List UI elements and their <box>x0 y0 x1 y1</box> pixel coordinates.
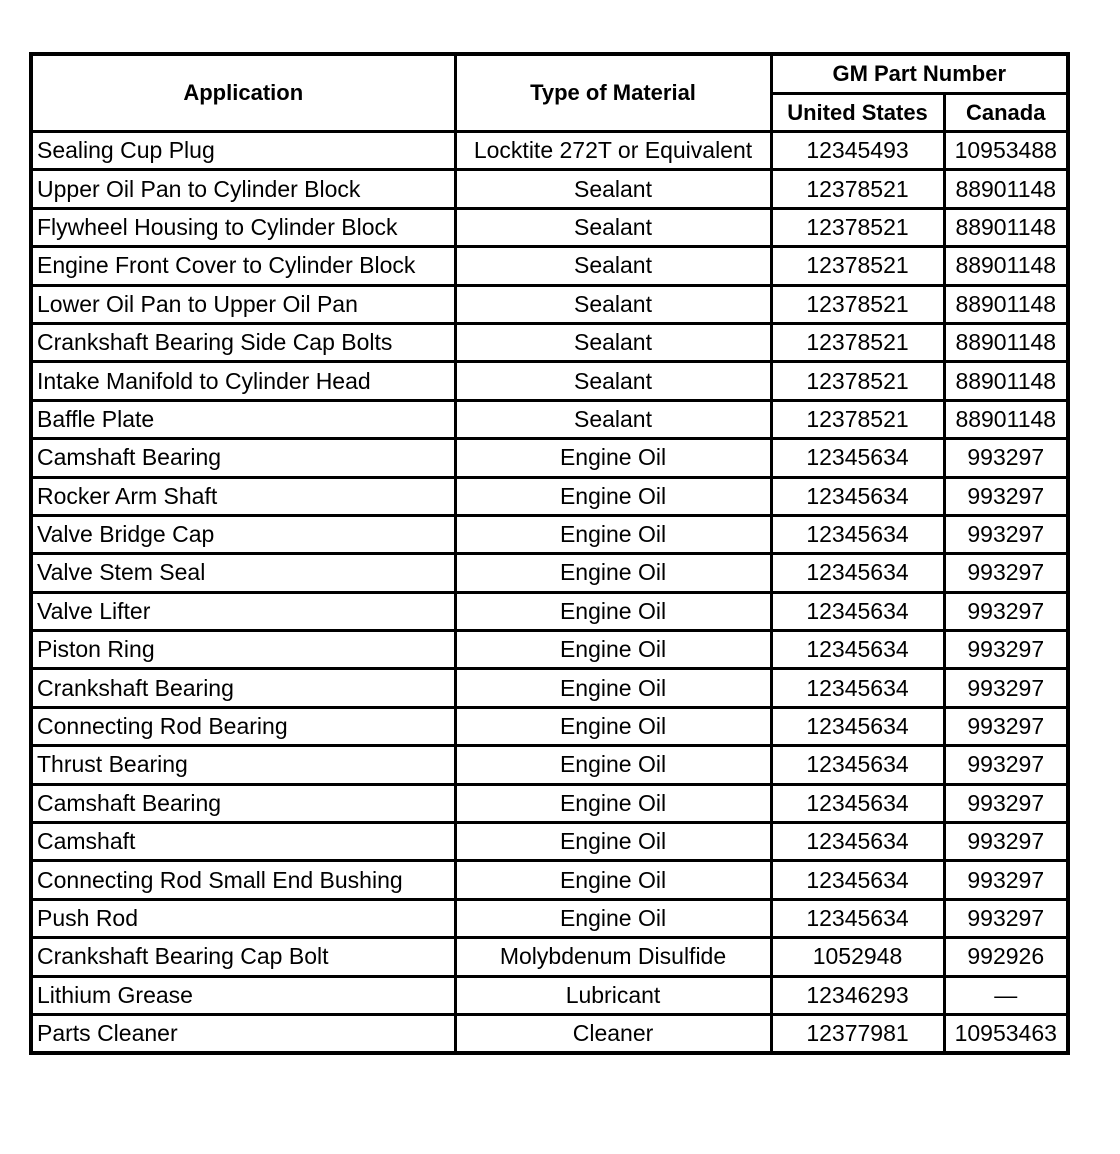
canada-part-number-cell: 992926 <box>944 938 1068 976</box>
canada-part-number-cell: 993297 <box>944 899 1068 937</box>
material-cell: Sealant <box>455 208 771 246</box>
material-cell: Lubricant <box>455 976 771 1014</box>
table-row <box>31 554 1068 592</box>
table-row <box>31 439 1068 477</box>
us-part-number-cell: 12345634 <box>771 746 944 784</box>
canada-part-number-cell: 10953488 <box>944 132 1068 170</box>
material-cell: Sealant <box>455 247 771 285</box>
application-cell: Camshaft Bearing <box>31 784 455 822</box>
us-part-number-cell: 12345634 <box>771 439 944 477</box>
material-cell: Engine Oil <box>455 707 771 745</box>
us-part-number-cell: 12345634 <box>771 554 944 592</box>
us-part-number-cell: 12378521 <box>771 208 944 246</box>
application-cell: Baffle Plate <box>31 400 455 438</box>
parts-table <box>29 52 1070 1055</box>
table-row <box>31 592 1068 630</box>
material-cell: Engine Oil <box>455 899 771 937</box>
table-row <box>31 976 1068 1014</box>
application-cell: Engine Front Cover to Cylinder Block <box>31 247 455 285</box>
material-cell: Sealant <box>455 362 771 400</box>
application-cell: Connecting Rod Small End Bushing <box>31 861 455 899</box>
material-cell: Engine Oil <box>455 861 771 899</box>
table-row <box>31 938 1068 976</box>
material-cell: Sealant <box>455 323 771 361</box>
material-cell: Sealant <box>455 400 771 438</box>
canada-part-number-cell: 88901148 <box>944 323 1068 361</box>
us-part-number-cell: 12346293 <box>771 976 944 1014</box>
application-cell: Connecting Rod Bearing <box>31 707 455 745</box>
table-row <box>31 707 1068 745</box>
material-cell: Molybdenum Disulfide <box>455 938 771 976</box>
header-application: Application <box>31 54 455 132</box>
application-cell: Parts Cleaner <box>31 1014 455 1053</box>
application-cell: Camshaft <box>31 823 455 861</box>
canada-part-number-cell: 993297 <box>944 784 1068 822</box>
application-cell: Valve Bridge Cap <box>31 515 455 553</box>
material-cell: Engine Oil <box>455 515 771 553</box>
material-cell: Engine Oil <box>455 631 771 669</box>
canada-part-number-cell: 10953463 <box>944 1014 1068 1053</box>
table-header <box>31 54 1068 132</box>
application-cell: Flywheel Housing to Cylinder Block <box>31 208 455 246</box>
material-cell: Engine Oil <box>455 784 771 822</box>
us-part-number-cell: 12345634 <box>771 515 944 553</box>
material-cell: Engine Oil <box>455 746 771 784</box>
table-row <box>31 746 1068 784</box>
us-part-number-cell: 12378521 <box>771 362 944 400</box>
canada-part-number-cell: 993297 <box>944 592 1068 630</box>
material-cell: Engine Oil <box>455 823 771 861</box>
us-part-number-cell: 12378521 <box>771 247 944 285</box>
header-gm-part-number: GM Part Number <box>771 54 1068 94</box>
application-cell: Push Rod <box>31 899 455 937</box>
us-part-number-cell: 12345634 <box>771 823 944 861</box>
canada-part-number-cell: 993297 <box>944 707 1068 745</box>
canada-part-number-cell: 993297 <box>944 669 1068 707</box>
table-row <box>31 285 1068 323</box>
table-row <box>31 861 1068 899</box>
material-cell: Cleaner <box>455 1014 771 1053</box>
material-cell: Engine Oil <box>455 669 771 707</box>
table-row <box>31 400 1068 438</box>
application-cell: Valve Stem Seal <box>31 554 455 592</box>
us-part-number-cell: 12345634 <box>771 899 944 937</box>
application-cell: Lithium Grease <box>31 976 455 1014</box>
table-row <box>31 1014 1068 1053</box>
application-cell: Rocker Arm Shaft <box>31 477 455 515</box>
table-row <box>31 784 1068 822</box>
material-cell: Engine Oil <box>455 439 771 477</box>
material-cell: Engine Oil <box>455 477 771 515</box>
header-type-of-material: Type of Material <box>455 54 771 132</box>
us-part-number-cell: 12378521 <box>771 285 944 323</box>
us-part-number-cell: 12378521 <box>771 170 944 208</box>
table-row <box>31 208 1068 246</box>
canada-part-number-cell: 993297 <box>944 515 1068 553</box>
canada-part-number-cell: 88901148 <box>944 362 1068 400</box>
material-cell: Sealant <box>455 285 771 323</box>
application-cell: Crankshaft Bearing <box>31 669 455 707</box>
canada-part-number-cell: 993297 <box>944 554 1068 592</box>
canada-part-number-cell: 88901148 <box>944 247 1068 285</box>
us-part-number-cell: 12345493 <box>771 132 944 170</box>
table-row <box>31 631 1068 669</box>
header-row <box>31 54 1068 94</box>
canada-part-number-cell: 993297 <box>944 823 1068 861</box>
us-part-number-cell: 12345634 <box>771 669 944 707</box>
table-row <box>31 515 1068 553</box>
table-row <box>31 323 1068 361</box>
us-part-number-cell: 12378521 <box>771 323 944 361</box>
application-cell: Sealing Cup Plug <box>31 132 455 170</box>
table-row <box>31 170 1068 208</box>
application-cell: Upper Oil Pan to Cylinder Block <box>31 170 455 208</box>
canada-part-number-cell: 993297 <box>944 439 1068 477</box>
us-part-number-cell: 12345634 <box>771 707 944 745</box>
table-body <box>31 132 1068 1054</box>
table-row <box>31 362 1068 400</box>
us-part-number-cell: 1052948 <box>771 938 944 976</box>
table-row <box>31 823 1068 861</box>
material-cell: Sealant <box>455 170 771 208</box>
us-part-number-cell: 12345634 <box>771 861 944 899</box>
table-row <box>31 477 1068 515</box>
application-cell: Valve Lifter <box>31 592 455 630</box>
us-part-number-cell: 12345634 <box>771 631 944 669</box>
application-cell: Camshaft Bearing <box>31 439 455 477</box>
header-canada: Canada <box>944 94 1068 132</box>
material-cell: Engine Oil <box>455 592 771 630</box>
canada-part-number-cell: 993297 <box>944 631 1068 669</box>
application-cell: Crankshaft Bearing Side Cap Bolts <box>31 323 455 361</box>
us-part-number-cell: 12378521 <box>771 400 944 438</box>
canada-part-number-cell: 88901148 <box>944 170 1068 208</box>
table-row <box>31 132 1068 170</box>
us-part-number-cell: 12345634 <box>771 592 944 630</box>
canada-part-number-cell: 993297 <box>944 746 1068 784</box>
application-cell: Lower Oil Pan to Upper Oil Pan <box>31 285 455 323</box>
canada-part-number-cell: 88901148 <box>944 400 1068 438</box>
application-cell: Intake Manifold to Cylinder Head <box>31 362 455 400</box>
us-part-number-cell: 12345634 <box>771 477 944 515</box>
table-row <box>31 247 1068 285</box>
header-united-states: United States <box>771 94 944 132</box>
canada-part-number-cell: — <box>944 976 1068 1014</box>
us-part-number-cell: 12345634 <box>771 784 944 822</box>
application-cell: Crankshaft Bearing Cap Bolt <box>31 938 455 976</box>
material-cell: Locktite 272T or Equivalent <box>455 132 771 170</box>
table-row <box>31 669 1068 707</box>
canada-part-number-cell: 993297 <box>944 861 1068 899</box>
us-part-number-cell: 12377981 <box>771 1014 944 1053</box>
canada-part-number-cell: 993297 <box>944 477 1068 515</box>
application-cell: Piston Ring <box>31 631 455 669</box>
material-cell: Engine Oil <box>455 554 771 592</box>
application-cell: Thrust Bearing <box>31 746 455 784</box>
canada-part-number-cell: 88901148 <box>944 208 1068 246</box>
canada-part-number-cell: 88901148 <box>944 285 1068 323</box>
table-row <box>31 899 1068 937</box>
